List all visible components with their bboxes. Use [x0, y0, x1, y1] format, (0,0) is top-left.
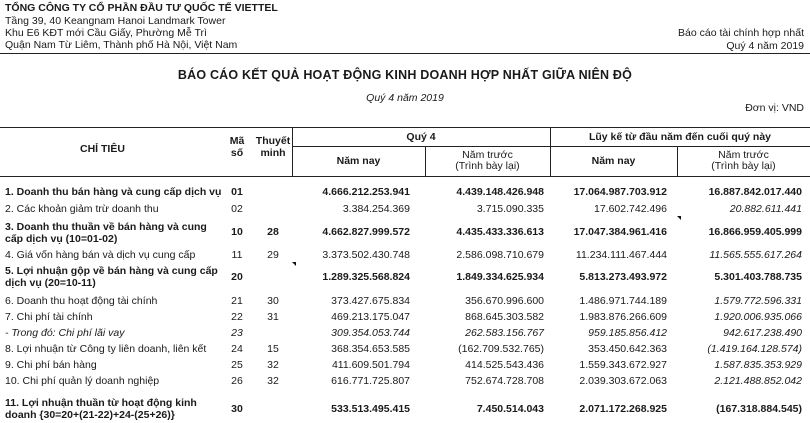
- column-header-ytd-last-year-line2: (Trình bày lại): [711, 160, 776, 172]
- row-ytd-this-year: 2.039.303.672.063: [579, 375, 667, 387]
- row-ytd-last-year: 1.587.835.353.929: [714, 359, 802, 371]
- row-ytd-this-year: 1.559.343.672.927: [579, 359, 667, 371]
- column-group-ytd: Lũy kế từ đầu năm đến cuối quý này: [588, 131, 772, 143]
- row-q4-this-year: 309.354.053.744: [331, 327, 410, 339]
- row-note: 31: [267, 311, 279, 323]
- row-note: 32: [267, 375, 279, 387]
- company-name: TỔNG CÔNG TY CỔ PHẦN ĐẦU TƯ QUỐC TẾ VIETTEL: [5, 2, 278, 14]
- row-q4-this-year: 3.384.254.369: [342, 203, 410, 215]
- row-ytd-last-year: (1.419.164.128.574): [707, 343, 802, 355]
- table-top-border: [0, 127, 810, 128]
- row-code: 25: [231, 359, 243, 371]
- row-code: 26: [231, 375, 243, 387]
- row-code: 24: [231, 343, 243, 355]
- row-q4-last-year: 414.525.543.436: [465, 359, 544, 371]
- row-ytd-last-year: 1.579.772.596.331: [714, 295, 802, 307]
- row-ytd-this-year: 959.185.856.412: [588, 327, 667, 339]
- row-code: 01: [231, 186, 243, 198]
- row-q4-this-year: 616.771.725.807: [331, 375, 410, 387]
- company-address-line-2: Khu E6 KĐT mới Cầu Giấy, Phường Mễ Trì: [5, 27, 207, 39]
- row-note: 30: [267, 295, 279, 307]
- row-q4-this-year: 533.513.495.415: [331, 403, 410, 415]
- row-q4-last-year: (162.709.532.765): [458, 343, 544, 355]
- row-code: 21: [231, 295, 243, 307]
- row-q4-this-year: 411.609.501.794: [331, 359, 410, 371]
- company-address-line-1: Tầng 39, 40 Keangnam Hanoi Landmark Tower: [5, 15, 226, 27]
- row-label: 8. Lợi nhuận từ Công ty liên doanh, liên kết: [5, 343, 207, 355]
- row-q4-last-year: 868.645.303.582: [465, 311, 544, 323]
- row-label-line2: cấp dịch vụ (10=01-02): [5, 233, 118, 245]
- row-code: 20: [231, 271, 243, 283]
- row-ytd-this-year: 5.813.273.493.972: [579, 271, 667, 283]
- column-header-q4-last-year-line2: (Trình bày lại): [455, 160, 520, 172]
- row-q4-last-year: 4.435.433.336.613: [456, 226, 544, 238]
- row-q4-last-year: 7.450.514.043: [476, 403, 544, 415]
- row-ytd-this-year: 17.064.987.703.912: [573, 186, 667, 198]
- report-subtitle: Quý 4 năm 2019: [366, 92, 444, 104]
- row-code: 23: [231, 327, 243, 339]
- currency-unit: Đơn vị: VND: [745, 102, 804, 114]
- column-header-q4-this-year: Năm nay: [336, 155, 381, 167]
- row-q4-this-year: 368.354.653.585: [331, 343, 410, 355]
- column-header-code-line2: số: [230, 147, 244, 159]
- column-header-ytd-last-year-line1: Năm trước: [718, 149, 769, 161]
- row-q4-last-year: 3.715.090.335: [476, 203, 544, 215]
- row-ytd-last-year: 5.301.403.788.735: [714, 271, 802, 283]
- group-header-divider: [292, 146, 810, 147]
- row-label: 1. Doanh thu bán hàng và cung cấp dịch vụ: [5, 186, 222, 198]
- row-ytd-this-year: 2.071.172.268.925: [579, 403, 667, 415]
- row-code: 11: [231, 249, 243, 261]
- column-header-q4-last-year-line1: Năm trước: [462, 149, 513, 161]
- cell-corner-marker: [677, 216, 681, 220]
- row-note: 29: [267, 249, 279, 261]
- row-q4-last-year: 356.670.996.600: [465, 295, 544, 307]
- row-q4-last-year: 1.849.334.625.934: [456, 271, 544, 283]
- column-header-indicator: CHỈ TIÊU: [80, 143, 125, 155]
- column-header-code-line1: Mã: [229, 135, 245, 147]
- row-code: 30: [231, 403, 243, 415]
- row-q4-last-year: 262.583.156.767: [465, 327, 544, 339]
- report-type: Báo cáo tài chính hợp nhất: [678, 27, 804, 39]
- company-address-line-3: Quận Nam Từ Liêm, Thành phố Hà Nội, Việt Nam: [5, 39, 238, 51]
- row-label: 4. Giá vốn hàng bán và dịch vụ cung cấp: [5, 249, 196, 261]
- row-q4-this-year: 4.662.827.999.572: [322, 226, 410, 238]
- row-ytd-last-year: 16.887.842.017.440: [708, 186, 802, 198]
- row-code: 02: [231, 203, 243, 215]
- row-ytd-last-year: 942.617.238.490: [723, 327, 802, 339]
- row-q4-last-year: 752.674.728.708: [465, 375, 544, 387]
- row-label: 2. Các khoản giảm trừ doanh thu: [5, 203, 159, 215]
- row-q4-this-year: 4.666.212.253.941: [322, 186, 410, 198]
- row-ytd-last-year: 16.866.959.405.999: [708, 226, 802, 238]
- report-title: BÁO CÁO KẾT QUẢ HOẠT ĐỘNG KINH DOANH HỢP NHẤT GIỮA NIÊN ĐỘ: [177, 68, 633, 82]
- row-label: 10. Chi phí quản lý doanh nghiệp: [5, 375, 160, 387]
- row-label: - Trong đó: Chi phí lãi vay: [5, 327, 125, 339]
- row-label-line2: doanh {30=20+(21-22)+24-(25+26)}: [5, 409, 175, 421]
- row-ytd-this-year: 11.234.111.467.444: [575, 249, 667, 261]
- row-q4-this-year: 1.289.325.568.824: [322, 271, 410, 283]
- row-label: 7. Chi phí tài chính: [5, 311, 93, 323]
- row-label: 9. Chi phí bán hàng: [5, 359, 97, 371]
- column-group-q4: Quý 4: [406, 131, 436, 143]
- row-code: 22: [231, 311, 243, 323]
- row-q4-this-year: 3.373.502.430.748: [322, 249, 410, 261]
- column-header-note-line2: minh: [260, 147, 286, 159]
- row-label-line1: 5. Lợi nhuận gộp về bán hàng và cung cấp: [5, 265, 218, 277]
- row-label: 6. Doanh thu hoạt động tài chính: [5, 295, 158, 307]
- report-period: Quý 4 năm 2019: [726, 40, 804, 52]
- header-divider: [0, 53, 810, 54]
- cell-corner-marker: [292, 262, 296, 266]
- row-label-line1: 11. Lợi nhuận thuần từ hoạt động kinh: [5, 397, 197, 409]
- row-note: 32: [267, 359, 279, 371]
- row-q4-last-year: 4.439.148.426.948: [456, 186, 544, 198]
- row-ytd-last-year: 20.882.611.441: [729, 203, 802, 215]
- row-ytd-last-year: (167.318.884.545): [716, 403, 802, 415]
- row-ytd-this-year: 1.486.971.744.189: [579, 295, 667, 307]
- row-ytd-last-year: 2.121.488.852.042: [714, 375, 802, 387]
- row-ytd-this-year: 17.047.384.961.416: [573, 226, 667, 238]
- row-ytd-this-year: 1.983.876.266.609: [579, 311, 667, 323]
- row-label-line1: 3. Doanh thu thuần về bán hàng và cung: [5, 221, 207, 233]
- row-ytd-this-year: 353.450.642.363: [588, 343, 667, 355]
- row-label-line2: dịch vụ (20=10-11): [5, 277, 96, 289]
- table-header-bottom-border: [0, 176, 810, 177]
- row-note: 28: [267, 226, 279, 238]
- row-note: 15: [267, 343, 279, 355]
- row-q4-this-year: 469.213.175.047: [331, 311, 410, 323]
- row-ytd-last-year: 1.920.006.935.066: [714, 311, 802, 323]
- column-header-ytd-this-year: Năm nay: [591, 155, 636, 167]
- row-code: 10: [231, 226, 243, 238]
- row-ytd-last-year: 11.565.555.617.264: [709, 249, 802, 261]
- row-ytd-this-year: 17.602.742.496: [594, 203, 667, 215]
- row-q4-this-year: 373.427.675.834: [331, 295, 410, 307]
- column-header-note-line1: Thuyết: [255, 135, 291, 147]
- row-q4-last-year: 2.586.098.710.679: [456, 249, 544, 261]
